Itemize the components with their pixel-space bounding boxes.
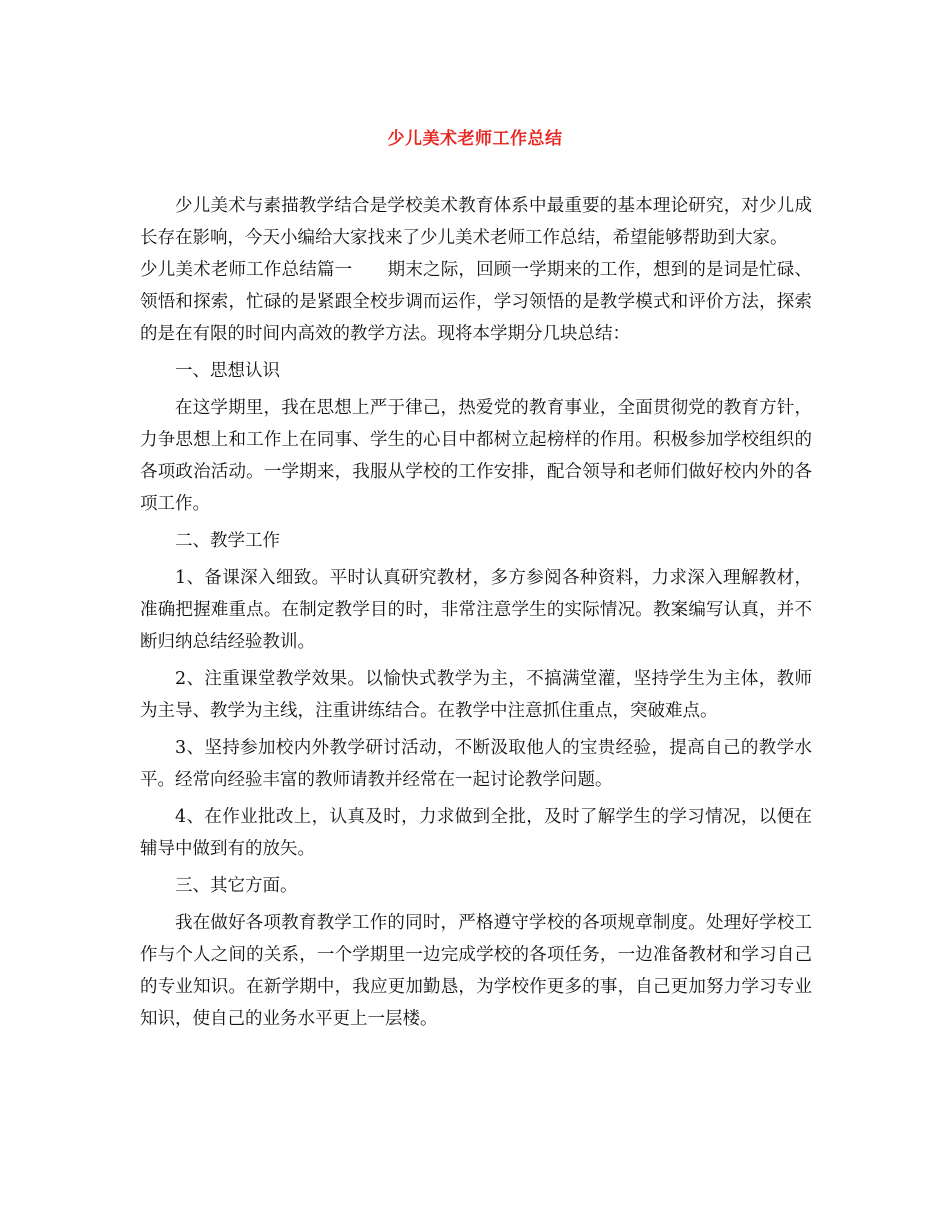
paragraph-other: 我在做好各项教育教学工作的同时，严格遵守学校的各项规章制度。处理好学校工作与个人之间的关系，一个学期里一边完成学校的各项任务，一边准备教材和学习自己的专业知识。在新学期中，我应更加勤恳，为学校作更多的事，自己更加努力学习专业知识，使自己的业务水平更上一层楼。: [140, 913, 812, 1029]
document-title: 少儿美术老师工作总结: [387, 129, 563, 149]
paragraph-heading-teaching: 二、教学工作: [175, 531, 280, 551]
paragraph-teaching-3: 3、坚持参加校内外教学研讨活动，不断汲取他人的宝贵经验，提高自己的教学水平。经常向经验丰富的教师请教并经常在一起讨论教学问题。: [140, 738, 812, 790]
paragraph-intro: 少儿美术与素描教学结合是学校美术教育体系中最重要的基本理论研究，对少儿成长存在影响，今天小编给大家找来了少儿美术老师工作总结，希望能够帮助到大家。: [140, 196, 812, 248]
document-body: [140, 190, 812, 1040]
paragraph-section-heading-part-one: 少儿美术老师工作总结篇一 期末之际，回顾一学期来的工作，想到的是词是忙碌、领悟和探索，忙碌的是紧跟全校步调而运作，学习领悟的是教学模式和评价方法，探索的是在有限的时间内高效的教学方法。现将本学期分几块总结：: [140, 260, 812, 344]
paragraph-teaching-1: 1、备课深入细致。平时认真研究教材，多方参阅各种资料，力求深入理解教材，准确把握难重点。在制定教学目的时，非常注意学生的实际情况。教案编写认真，并不断归纳总结经验教训。: [140, 568, 812, 652]
paragraph-ideology: 在这学期里，我在思想上严于律己，热爱党的教育事业，全面贯彻党的教育方针，力争思想上和工作上在同事、学生的心目中都树立起榜样的作用。积极参加学校组织的各项政治活动。一学期来，我服从学校的工作安排，配合领导和老师们做好校内外的各项工作。: [140, 398, 812, 514]
paragraph-teaching-2: 2、注重课堂教学效果。以愉快式教学为主，不搞满堂灌，坚持学生为主体，教师为主导、教学为主线，注重讲练结合。在教学中注意抓住重点，突破难点。: [140, 669, 812, 721]
paragraph-teaching-4: 4、在作业批改上，认真及时，力求做到全批，及时了解学生的学习情况，以便在辅导中做到有的放矢。: [140, 807, 812, 859]
paragraph-heading-ideology: 一、思想认识: [175, 361, 280, 381]
paragraph-heading-other: 三、其它方面。: [175, 876, 298, 896]
